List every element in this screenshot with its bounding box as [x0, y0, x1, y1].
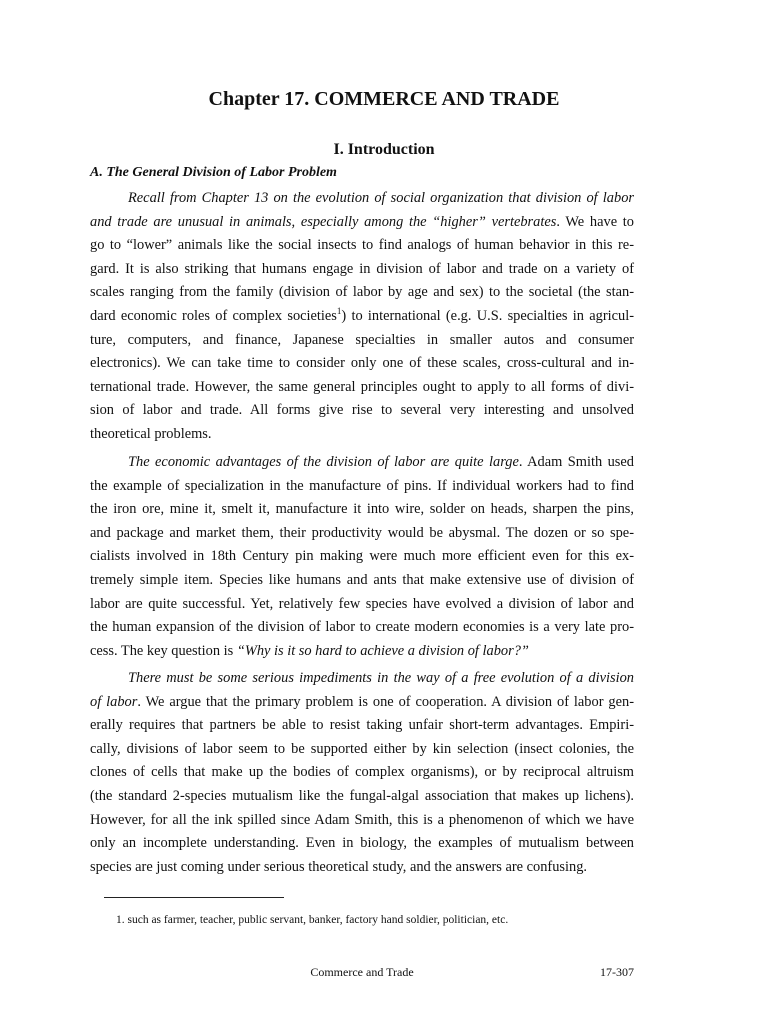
text-line — [90, 305, 634, 329]
footnote-divider — [104, 897, 284, 898]
text-line — [90, 211, 634, 235]
text-line — [90, 522, 634, 546]
body-text-segment: gard. It is also striking that humans engage in division of labor and trade on a variety of — [90, 260, 634, 277]
body-text-segment: (the standard 2-species mutualism like the fungal-algal association that makes up lichens). — [90, 787, 634, 804]
chapter-title: Chapter 17. COMMERCE AND TRADE — [208, 88, 560, 110]
text-line — [90, 451, 634, 475]
body-text-segment: dard economic roles of complex societies — [90, 307, 337, 324]
emphasis-text: and trade are unusual in animals, especially among the “higher” vertebrates — [90, 213, 557, 230]
text-line — [90, 738, 634, 762]
paragraph-2 — [90, 451, 634, 663]
body-text-segment: the iron ore, mine it, smelt it, manufacture it into wire, solder on heads, sharpen the pins, — [90, 501, 634, 518]
emphasis-text: of labor — [90, 693, 138, 710]
emphasis-text: The economic advantages of the division of labor are quite large — [128, 454, 519, 470]
body-text-segment: tremely simple item. Species like humans and ants that make extensive use of division of — [90, 571, 634, 588]
body-text-segment: sion of labor and trade. All forms give rise to several very interesting and unsolved — [90, 402, 634, 419]
body-text-segment: labor are quite successful. Yet, relatively few species have evolved a division of labor and — [90, 595, 634, 612]
text-line — [90, 691, 634, 715]
text-line — [90, 616, 634, 640]
text-line — [90, 832, 634, 856]
body-text-segment: go to “lower” animals like the social insects to find analogs of human behavior in this re- — [90, 237, 634, 254]
body-text-segment: electronics). We can take time to consider only one of these scales, cross-cultural and in- — [90, 355, 634, 372]
text-line — [90, 399, 634, 423]
body-text-segment: ture, computers, and finance, Japanese specialties in smaller autos and consumer — [90, 331, 634, 348]
text-line — [90, 809, 634, 833]
body-text-segment: However, for all the ink spilled since Adam Smith, this is a phenomenon of which we have — [90, 811, 634, 828]
paragraph-1 — [90, 187, 634, 447]
emphasis-text: Recall from Chapter 13 on the evolution of social organization that division of labor — [128, 190, 634, 206]
body-text-segment: cally, divisions of labor seem to be supported either by kin selection (insect colonies, the — [90, 740, 634, 757]
text-line — [90, 667, 634, 691]
text-line — [90, 187, 634, 211]
body-text-segment: only an incomplete understanding. Even in biology, the examples of mutualism between — [90, 835, 634, 852]
text-line — [90, 714, 634, 738]
body-text-segment: cialists involved in 18th Century pin making were much more efficient even for this ex- — [90, 548, 634, 565]
text-line — [90, 498, 634, 522]
paragraph-3 — [90, 667, 634, 879]
text-line — [90, 856, 634, 880]
body-text-segment: . We have to — [556, 213, 634, 230]
body-text-segment: . Adam Smith used — [518, 454, 634, 470]
body-text-segment: theoretical problems. — [90, 425, 212, 442]
text-line — [90, 281, 634, 305]
body-text-segment: ternational trade. However, the same general principles ought to apply to all forms of divi- — [90, 378, 634, 395]
text-line — [90, 785, 634, 809]
text-line — [90, 640, 634, 664]
body-text-segment: the example of specialization in the manufacture of pins. If individual workers had to find — [90, 477, 634, 494]
body-text-segment: and package and market them, their productivity would be abysmal. The dozen or so spe- — [90, 524, 634, 541]
text-line — [90, 234, 634, 258]
body-text-segment: ) to international (e.g. U.S. specialties in agricul- — [341, 307, 634, 324]
body-text-segment: . We argue that the primary problem is one of cooperation. A division of labor gen- — [137, 693, 634, 710]
body-text-segment: scales ranging from the family (division of labor by age and sex) to the societal (the stan- — [90, 284, 634, 301]
text-line — [90, 545, 634, 569]
footnote-marker: 1 — [336, 306, 342, 317]
body-text-segment: species are just coming under serious theoretical study, and the answers are confusing. — [90, 858, 587, 875]
text-line — [90, 352, 634, 376]
text-line — [90, 329, 634, 353]
text-line — [90, 258, 634, 282]
body-text-segment: the human expansion of the division of labor to create modern economies is a very late pro- — [90, 619, 634, 636]
section-heading: I. Introduction — [333, 141, 435, 158]
text-line — [90, 761, 634, 785]
text-line — [90, 569, 634, 593]
footer-running-title: Commerce and Trade — [310, 965, 414, 979]
text-line — [90, 423, 634, 447]
emphasis-text: There must be some serious impediments in the way of a free evolution of a division — [128, 670, 634, 686]
emphasis-text: “Why is it so hard to achieve a division of labor?” — [236, 642, 529, 659]
body-text-segment: cess. The key question is — [90, 642, 237, 659]
footnote: 1. such as farmer, teacher, public servant, banker, factory hand soldier, politician, etc. — [116, 914, 509, 926]
subsection-heading: A. The General Division of Labor Problem — [90, 165, 337, 180]
text-line — [90, 376, 634, 400]
text-line — [90, 475, 634, 499]
text-line — [90, 593, 634, 617]
body-text-segment: clones of cells that make up the bodies of complex organisms), or by reciprocal altruism — [90, 764, 634, 781]
footer-page-number: 17-307 — [600, 965, 634, 979]
body-text-segment: erally requires that partners be able to resist taking unfair short-term advantages. Empiri- — [90, 717, 634, 734]
